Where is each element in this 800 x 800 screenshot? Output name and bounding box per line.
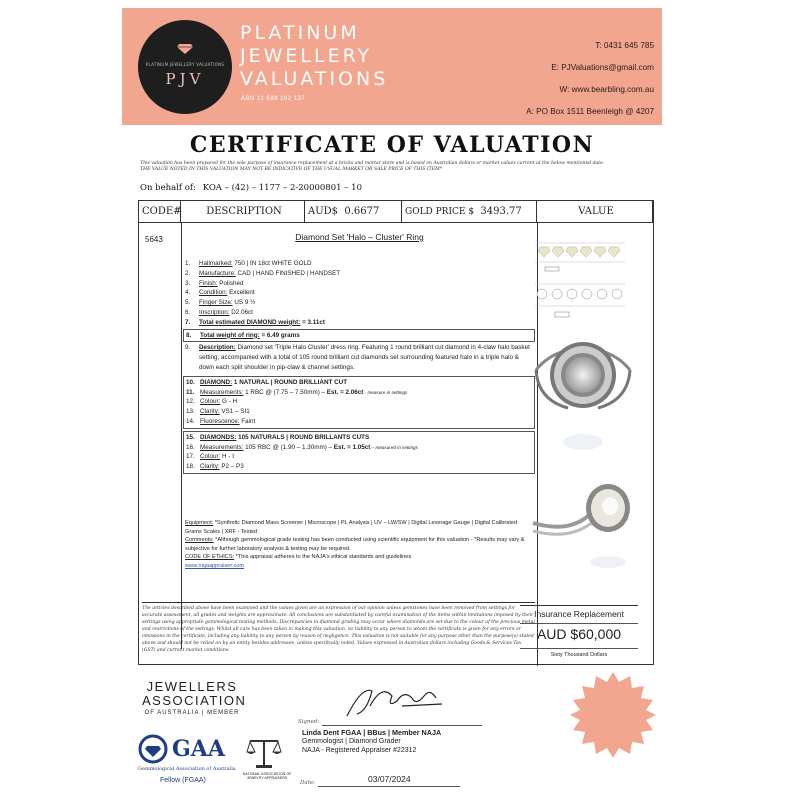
header-gold-price [402, 201, 537, 222]
item-description-list [185, 259, 535, 475]
terms-fineprint: The articles described above have been examined and the values given are an expression of our opinion unless gemstones have been removed from settings for accurate assessment, all grades and weights are approximate. All conclusions are substantiated by careful examination of the items within limitations imposed by their settings using appropriate gemmological testing methods. Discrepancies in diamond grading may occur where diamonds are set due to the colour of the precious metal and restrictions of the settings. Whilst all care has been taken in making this valuation, no liability to any person to whom the certificate is given for any errors or omissions in the certificate, including any liability to any person by reason of negligence. This valuation is not suitable for any purpose other than the purpose(s) stated above and should not be relied on by an entity besides addressee, unless specifically noted. Values expressed in Australian dollars including Goods & Services Tax (GST) and current market conditions. [142, 602, 535, 654]
item-text: 105 RBC @ (1.90 – 1.30mm) – [243, 443, 334, 451]
page-title: CERTIFICATE OF VALUATION [189, 132, 595, 158]
note-label: Comments: [185, 537, 214, 544]
item-text: G - H [220, 398, 238, 406]
signer-role: Gemmologist | Diamond Grader [302, 738, 401, 745]
ja-line: JEWELLERS [146, 679, 238, 694]
insurance-amount-words: Sixty Thousand Dollars [520, 648, 638, 658]
ring-top-view-image [528, 330, 638, 460]
item-label: Total weight of ring: [200, 331, 260, 339]
insurance-label: Insurance Replacement [534, 609, 624, 619]
note-label: CODE OF ETHICS: [185, 554, 235, 561]
list-item [186, 397, 534, 407]
item-text: = 3.11ct [300, 318, 326, 326]
note-text: *Although gemmological grade testing has been conducted using scientific equipment for this valuation - *Results may vary & subjective for further laboratory analysis & testing may be required. [185, 537, 525, 552]
disclaimer-line: THE VALUE NOTED IN THIS VALUATION MAY NOT BE INDICATIVE OF THE USUAL MARKET OR SALE PRICE OF THIS ITEM* [140, 167, 443, 172]
testing-notes [185, 519, 535, 571]
valuation-disclaimer [140, 161, 660, 173]
phone: T: 0431 645 785 [595, 41, 654, 50]
ja-line: ASSOCIATION [142, 693, 247, 708]
list-item [186, 462, 534, 472]
naja-logo-text: NATIONAL ASSOCIATION OF JEWELRY APPRAISERS [242, 772, 292, 781]
brand-name [240, 22, 388, 91]
list-item [185, 308, 535, 318]
equipment-note [185, 519, 535, 536]
estimate-note: - measure in settings [363, 389, 408, 395]
certificate-page [122, 8, 662, 792]
item-title: Diamond Set 'Halo – Cluster' Ring [295, 232, 424, 242]
signer-block [302, 728, 441, 755]
list-item [186, 433, 534, 443]
note-text: *Synthetic Diamond Mass Screener | Microscope | PL Analysis | UV – LW/SW | Digital Leverage Gauge | Digital Calibrated Grams Scales | XRF - Tested [185, 520, 518, 535]
item-number: 4. [185, 289, 191, 297]
item-label: Measurements: [200, 443, 244, 451]
logo-ring-text: PLATINUM JEWELLERY VALUATIONS [145, 62, 225, 67]
scales-of-justice-icon [246, 738, 282, 770]
ethics-note [185, 553, 535, 562]
gold-value: 3493.77 [480, 206, 522, 217]
on-behalf-of [140, 183, 362, 193]
list-item [185, 288, 535, 298]
item-code: 5643 [145, 235, 163, 244]
list-item [186, 417, 534, 427]
item-text: Polished [217, 279, 244, 287]
item-text: D2.06ct [229, 308, 253, 316]
abn-number: ABN 11 588 192 137 [241, 96, 306, 102]
contact-block [526, 35, 654, 123]
item-label: Clarity: [200, 463, 220, 471]
item-number: 16. [186, 443, 195, 451]
signature [332, 676, 452, 726]
item-text: Excellent [227, 289, 255, 297]
gaa-logo-icon [138, 734, 168, 764]
item-text: 105 NATURALS | ROUND BRILLANTS CUTS [236, 433, 370, 441]
item-text: 1 NATURAL | ROUND BRILLIANT CUT [232, 378, 348, 386]
item-number: 7. [185, 318, 191, 326]
item-number: 9. [185, 344, 191, 352]
item-label: Inscription: [199, 308, 230, 316]
note-text: *This appraisal adheres to the NAJA's ethical standards and guidelines [234, 554, 412, 561]
item-number: 5. [185, 299, 191, 307]
item-number: 13. [186, 408, 195, 416]
item-label: Colour: [200, 398, 221, 406]
behalf-label: On behalf of: [140, 183, 196, 193]
jewellers-association-logo [142, 679, 247, 716]
item-label: Finger Size: [199, 299, 233, 307]
item-text: P2 – P3 [219, 463, 244, 471]
item-number: 14. [186, 417, 195, 425]
signer-name: Linda Dent FGAA | BBus | Member NAJA [302, 728, 442, 737]
item-number: 10. [186, 378, 195, 386]
item-text: VS1 – SI1 [219, 408, 250, 416]
logo-monogram: PJV [165, 70, 205, 88]
item-number: 15. [186, 433, 195, 441]
ring-side-view-image [528, 478, 638, 578]
gaa-subtitle: Gemmological Association of Australia [138, 766, 236, 772]
signed-label: Signed: [298, 719, 320, 725]
aud-value: 0.6677 [344, 206, 380, 217]
table-header [139, 201, 653, 223]
list-item [185, 269, 535, 279]
item-number: 8. [186, 331, 192, 339]
header-description: DESCRIPTION [181, 201, 305, 222]
item-text: 1 RBC @ (7.75 – 7.50mm) – [243, 388, 327, 396]
note-label: Equipment: [185, 520, 214, 526]
email[interactable]: E: PJValuations@gmail.com [551, 63, 654, 72]
item-text: US 9 ½ [232, 299, 256, 307]
brand-line: JEWELLERY [240, 45, 373, 67]
item-label: Manufacture: [199, 269, 236, 277]
pjv-logo [138, 20, 232, 114]
gaa-logo-text: GAA [172, 736, 225, 762]
estimate-note: – measured in settings [370, 444, 418, 450]
item-label: Hallmarked: [199, 260, 233, 267]
list-item [186, 388, 534, 398]
clarity-grading-scale-image [530, 278, 630, 323]
colour-grading-scale-image [530, 237, 630, 275]
disclaimer-line: This valuation has been prepared for the sole purpose of insurance replacement at a bricks and mortar store and is based on Australian dollars or market values current at the below mentioned date. [140, 161, 605, 166]
item-label: DIAMOND: [200, 378, 233, 386]
item-label: DIAMONDS: [200, 433, 237, 441]
item-number: 1. [185, 260, 191, 267]
naja-link[interactable]: www.najaappraiser.com [185, 562, 245, 569]
item-label: Colour: [200, 453, 221, 461]
insurance-replacement-box [520, 605, 638, 665]
list-item [185, 343, 535, 372]
estimate: Est. = 1.05ct [333, 443, 371, 451]
item-text: 750 | IN 18ct WHITE GOLD [232, 260, 312, 267]
list-item [185, 279, 535, 289]
address: A: PO Box 1511 Beenleigh @ 4207 [526, 107, 654, 116]
behalf-value: KOA – (42) – 1177 – 2-20000801 – 10 [202, 183, 362, 193]
item-label: Finish: [199, 279, 218, 287]
column-divider [181, 223, 182, 649]
list-item [186, 452, 534, 462]
header-value: VALUE [537, 201, 653, 222]
item-label: Clarity: [200, 408, 220, 416]
list-item [186, 407, 534, 417]
item-number: 6. [185, 308, 191, 316]
certificate-seal-icon [570, 672, 656, 758]
diamond-icon [177, 44, 193, 54]
item-text: Diamond set 'Triple Halo Cluster' dress ring. Featuring 1 round brilliant cut diamond in 4-claw halo basket setting, accompanied with a total of 105 round brilliant cut diamonds set surrounding featured halo in a triple halo & down each split shoulder in pip-claw & channel settings. [199, 344, 530, 371]
list-item [185, 259, 535, 269]
list-item [186, 378, 534, 388]
item-text: Faint [239, 417, 256, 425]
item-number: 17. [186, 453, 195, 461]
signer-role: NAJA - Registered Appraiser #22312 [302, 747, 417, 754]
estimate: Est. = 2.06ct [326, 388, 364, 396]
aud-label: AUD$ [308, 206, 339, 217]
item-label: Fluorescence: [200, 417, 240, 425]
item-label: Measurements: [200, 388, 244, 396]
item-text: = 6.49 grams [259, 331, 300, 339]
brand-line: PLATINUM [240, 22, 360, 44]
item-number: 18. [186, 463, 195, 471]
website[interactable]: W: www.bearbling.com.au [559, 85, 654, 94]
item-number: 2. [185, 269, 191, 277]
item-number: 12. [186, 398, 195, 406]
gold-label: GOLD PRICE $ [405, 207, 475, 217]
item-label: Condition: [199, 289, 228, 297]
item-text: H - I [220, 453, 234, 461]
insurance-amount: AUD $60,000 [520, 623, 638, 642]
header-banner [122, 8, 662, 125]
brand-line: VALUATIONS [240, 68, 389, 90]
gaa-fellow: Fellow (FGAA) [160, 777, 206, 784]
side-diamonds-section [183, 431, 535, 474]
list-item [185, 318, 535, 328]
item-text: CAD | HAND FINISHED | HANDSET [235, 269, 341, 277]
signature-line [322, 725, 482, 726]
date-value: 03/07/2024 [368, 774, 411, 784]
list-item [185, 298, 535, 308]
date-line [318, 786, 460, 787]
item-number: 11. [186, 388, 195, 396]
header-code: CODE# [139, 201, 181, 222]
item-number: 3. [185, 279, 191, 287]
list-item [183, 329, 535, 343]
centre-diamond-section [183, 376, 535, 429]
item-label: Description: [199, 344, 236, 352]
list-item [186, 443, 534, 453]
ja-line: OF AUSTRALIA | MEMBER [144, 710, 240, 716]
date-label: Date: [300, 780, 316, 786]
header-aud [305, 201, 402, 222]
comments-note [185, 536, 535, 553]
item-label: Total estimated DIAMOND weight: [199, 318, 301, 326]
